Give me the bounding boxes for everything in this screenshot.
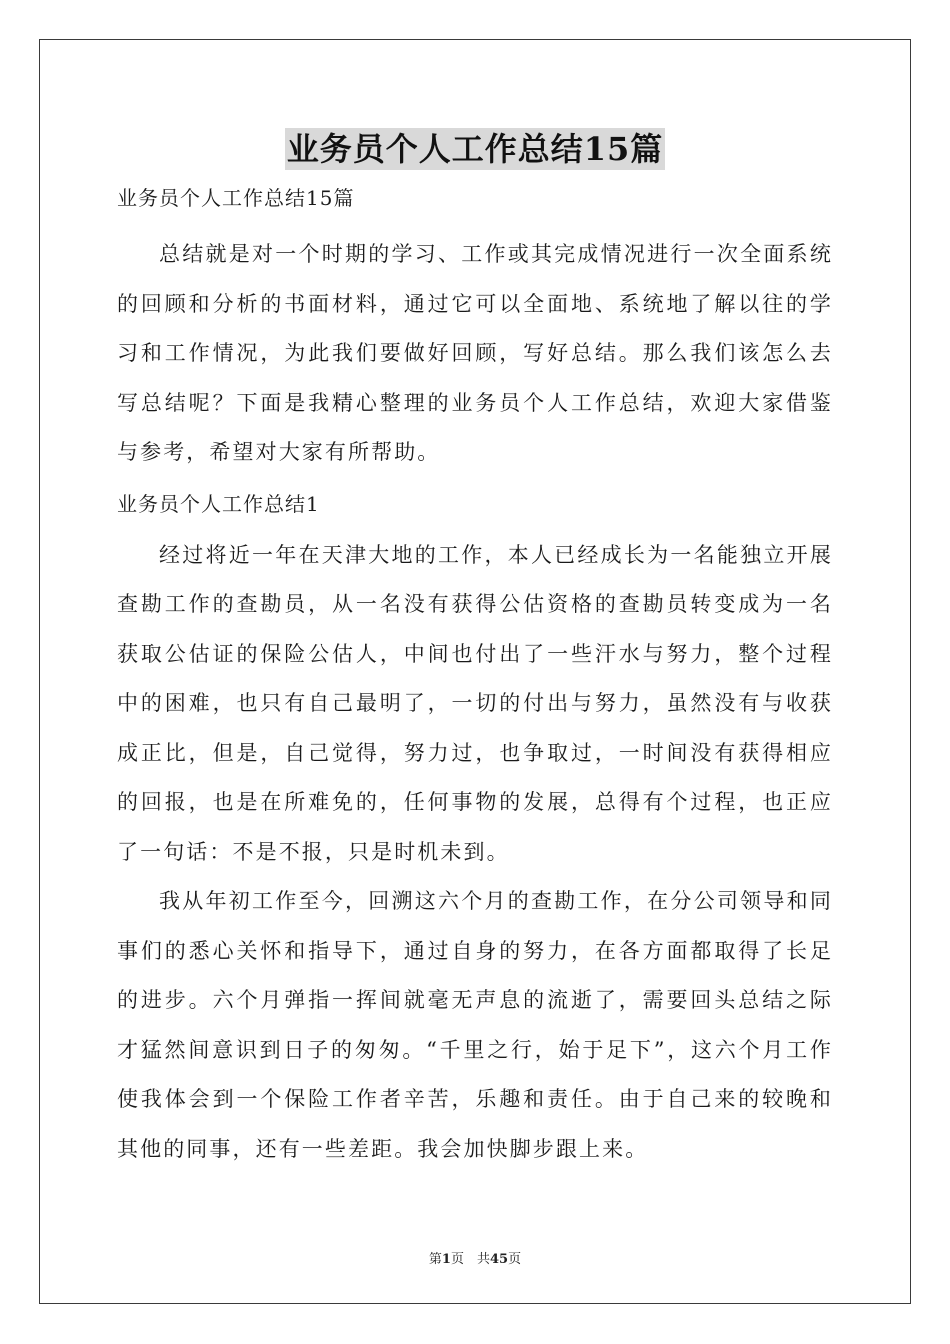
title-container xyxy=(0,128,950,170)
document-body xyxy=(117,180,833,1174)
footer-page-mid: 页 共 xyxy=(450,1252,490,1267)
footer-page-total: 45 xyxy=(489,1252,509,1267)
page-footer xyxy=(0,1248,950,1267)
section-heading: 业务员个人工作总结1 xyxy=(117,491,320,516)
body-paragraph: 我从年初工作至今，回溯这六个月的查勘工作，在分公司领导和同事们的悉心关怀和指导下，通过自身的努力，在各方面都取得了长足的进步。六个月弹指一挥间就毫无声息的流逝了，需要回头总结之际才猛然间意识到日子的匆匆。“千里之行，始于足下”，这六个月工作使我体会到一个保险工作者辛苦，乐趣和责任。由于自己来的较晚和其他的同事，还有一些差距。我会加快脚步跟上来。 xyxy=(117,889,833,1161)
document-title: 业务员个人工作总结15篇 xyxy=(286,130,664,168)
body-paragraph: 经过将近一年在天津大地的工作，本人已经成长为一名能独立开展查勘工作的查勘员，从一名没有获得公估资格的查勘员转变成为一名获取公估证的保险公估人，中间也付出了一些汗水与努力，整个过程中的困难，也只有自己最明了，一切的付出与努力，虽然没有与收获成正比，但是，自己觉得，努力过，也争取过，一时间没有获得相应的回报，也是在所难免的，任何事物的发展，总得有个过程，也正应了一句话：不是不报，只是时机未到。 xyxy=(117,542,833,864)
footer-page-prefix: 第 xyxy=(428,1252,442,1267)
footer-page-current: 1 xyxy=(441,1252,451,1267)
document-subtitle: 业务员个人工作总结15篇 xyxy=(117,186,355,210)
footer-page-suffix: 页 xyxy=(508,1252,522,1267)
intro-paragraph: 总结就是对一个时期的学习、工作或其完成情况进行一次全面系统的回顾和分析的书面材料，通过它可以全面地、系统地了解以往的学习和工作情况，为此我们要做好回顾，写好总结。那么我们该怎么去写总结呢？下面是我精心整理的业务员个人工作总结，欢迎大家借鉴与参考，希望对大家有所帮助。 xyxy=(117,242,833,464)
